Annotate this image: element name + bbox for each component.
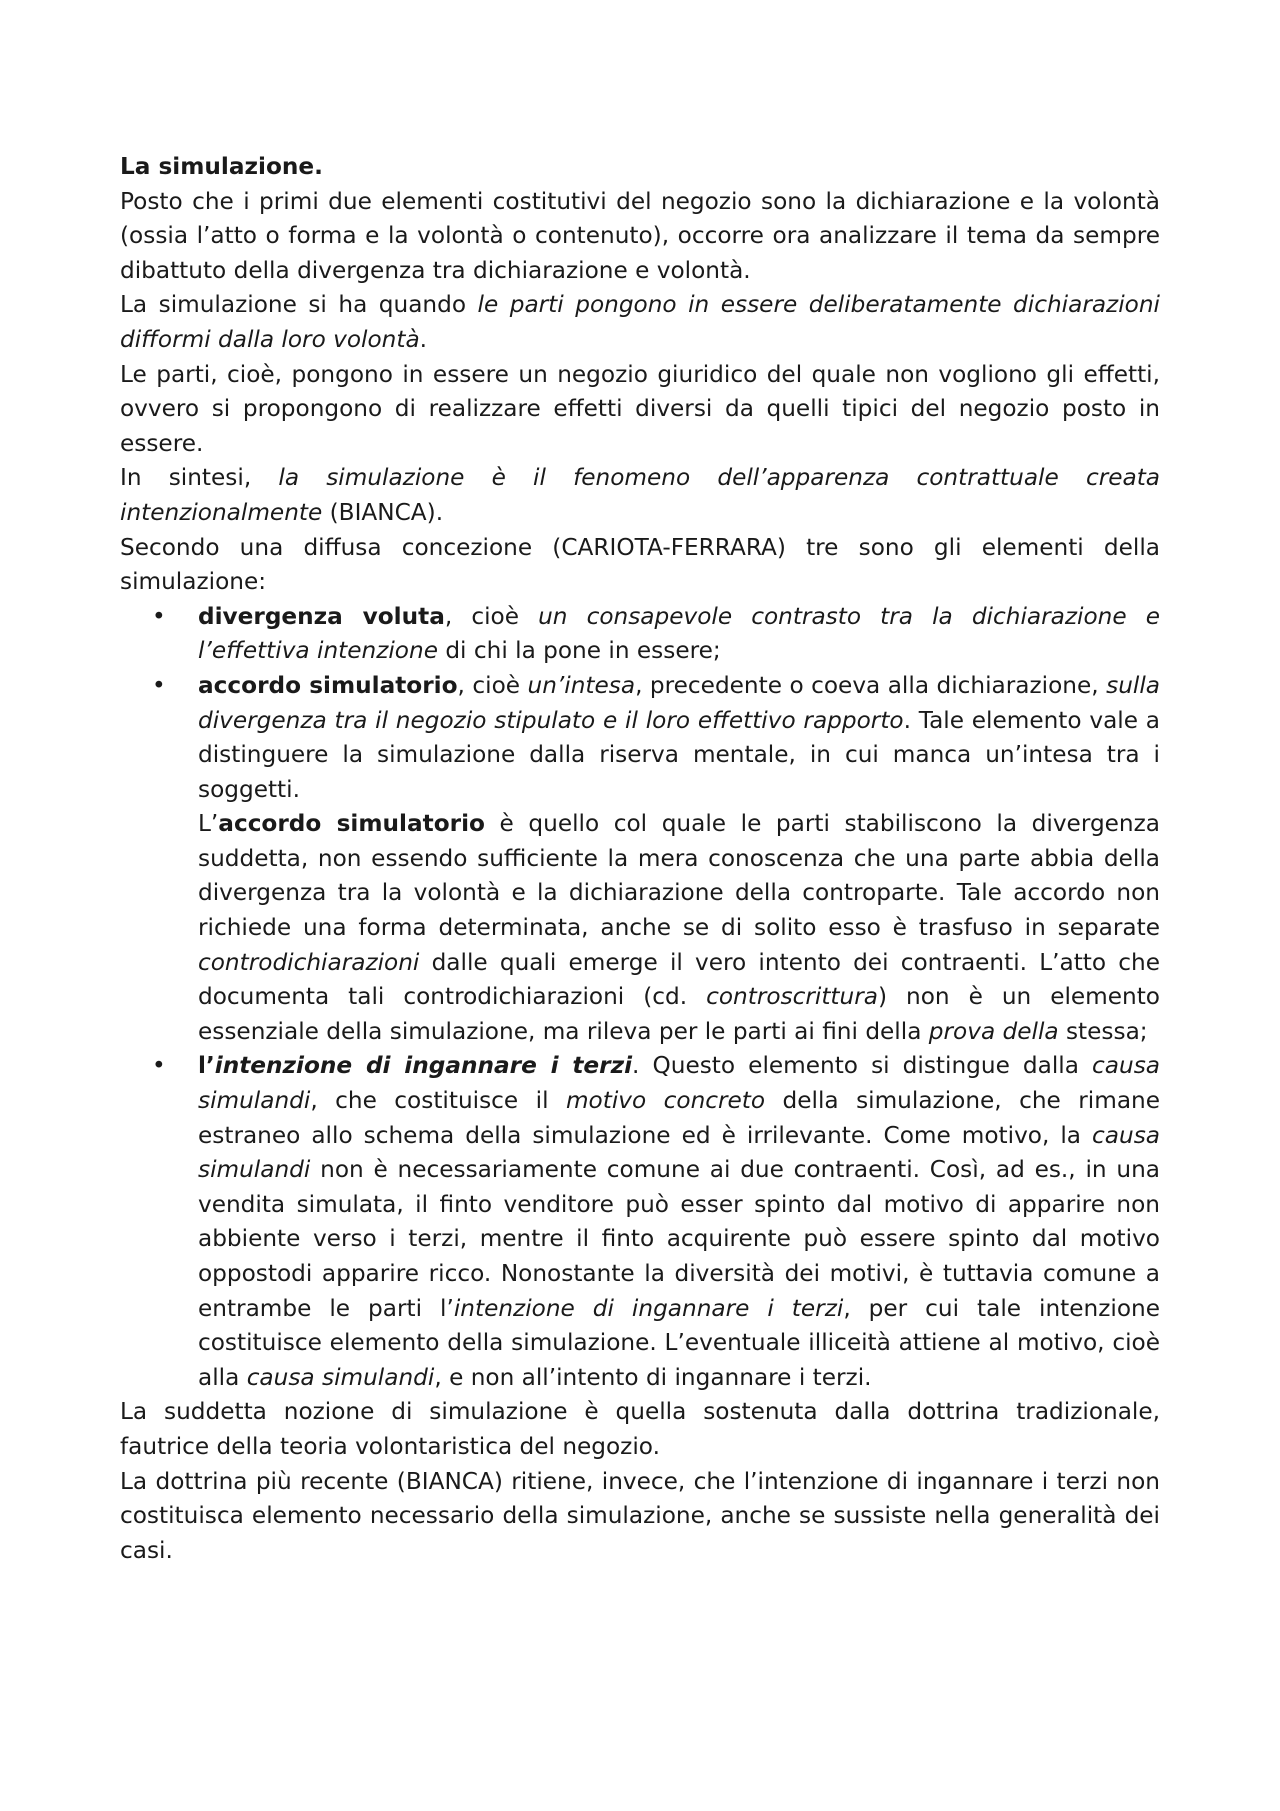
- text-run: . Tale elemento vale a distinguere la simulazione dalla riserva mentale, in cui manca un’intesa tra i soggetti.: [198, 706, 1160, 803]
- list-item-accordo-detail: [198, 807, 1160, 1049]
- italic-run: controscrittura: [706, 983, 878, 1011]
- bullet-icon: •: [152, 671, 166, 699]
- bold-run: l’: [198, 1052, 215, 1080]
- italic-run: controdichiarazioni: [198, 948, 420, 976]
- text-run: non è necessariamente comune ai due contraenti. Così, ad es., in una vendita simulata, il finto venditore può esser spinto dal motivo di apparire non abbiente verso i terzi, mentre il finto acquirente può essere spinto dal motivo oppostodi apparire ricco. Nonostante la diversità dei motivi, è tuttavia comune a entrambe le parti l’: [198, 1156, 1160, 1322]
- text-run: , cioè: [457, 671, 528, 699]
- bold-run: divergenza voluta: [198, 602, 445, 630]
- document-body: [120, 150, 1160, 1568]
- text-run: di chi la pone in essere;: [437, 637, 721, 665]
- italic-run: causa simulandi: [198, 1052, 1160, 1115]
- paragraph-traditional: La suddetta nozione di simulazione è quella sostenuta dalla dottrina tradizionale, fautrice della teoria volontaristica del negozio.: [120, 1398, 1160, 1460]
- italic-run: un’intesa: [527, 671, 636, 699]
- italic-run: la simulazione è il fenomeno dell’apparenza contrattuale creata intenzionalmente: [120, 464, 1161, 526]
- list-item-accordo: [152, 669, 1160, 1050]
- paragraph-definition: [120, 288, 1160, 357]
- italic-run: prova della: [928, 1017, 1059, 1045]
- text-run: .: [419, 325, 428, 353]
- text-run: , e non all’intento di ingannare i terzi.: [434, 1363, 872, 1391]
- bullet-icon: •: [152, 1052, 166, 1080]
- text-run: La simulazione si ha quando: [120, 291, 478, 319]
- paragraph-intro: Posto che i primi due elementi costitutivi del negozio sono la dichiarazione e la volontà (ossia l’atto o forma e la volontà o contenuto), occorre ora analizzare il tema da sempre dibattuto della divergenza tra dichiarazione e volontà.: [120, 187, 1160, 284]
- text-run: , per cui tale intenzione costituisce elemento della simulazione. L’eventuale illiceità attiene al motivo, cioè alla: [198, 1294, 1160, 1391]
- paragraph-effects: Le parti, cioè, pongono in essere un negozio giuridico del quale non vogliono gli effetti, ovvero si propongono di realizzare effetti diversi da quelli tipici del negozio posto in essere.: [120, 360, 1160, 457]
- text-run: ) non è un elemento essenziale della simulazione, ma rileva per le parti ai fini della: [198, 983, 1160, 1045]
- italic-run: motivo concreto: [565, 1087, 766, 1115]
- bullet-icon: •: [152, 602, 166, 630]
- italic-run: sulla divergenza tra il negozio stipulato e il loro effettivo rapporto: [198, 671, 1160, 734]
- list-item-intenzione: [152, 1049, 1160, 1395]
- text-run: è quello col quale le parti stabiliscono la divergenza suddetta, non essendo sufficiente la mera conoscenza che una parte abbia della divergenza tra la volontà e la dichiarazione della controparte. Tale accordo non richiede una forma determinata, anche se di solito esso è trasfuso in separate: [198, 810, 1160, 942]
- list-item-divergenza: [152, 600, 1160, 669]
- paragraph-summary: [120, 461, 1160, 530]
- italic-run: le parti pongono in essere deliberatamente dichiarazioni difformi dalla loro volontà: [120, 291, 1160, 353]
- text-run: . Questo elemento si distingue dalla: [632, 1052, 1093, 1080]
- italic-run: intenzione di ingannare i terzi: [453, 1294, 844, 1322]
- paragraph-elements-intro: Secondo una diffusa concezione (CARIOTA-FERRARA) tre sono gli elementi della simulazione:: [120, 533, 1160, 596]
- italic-run: intenzione di ingannare i terzi: [214, 1052, 633, 1080]
- bold-run: accordo simulatorio: [218, 810, 485, 838]
- text-run: (BIANCA).: [322, 498, 444, 526]
- text-run: L’: [198, 810, 219, 838]
- text-run: , precedente o coeva alla dichiarazione,: [635, 671, 1107, 699]
- text-run: , cioè: [444, 602, 539, 630]
- text-run: della simulazione, che rimane estraneo allo schema della simulazione ed è irrilevante. Come motivo, la: [198, 1087, 1160, 1149]
- italic-run: causa simulandi: [246, 1363, 435, 1391]
- text-run: stessa;: [1058, 1017, 1148, 1045]
- section-title: La simulazione.: [120, 153, 323, 180]
- bold-run: accordo simulatorio: [198, 671, 458, 699]
- bold-italic-run: [215, 1052, 632, 1079]
- text-run: In sintesi,: [120, 464, 279, 492]
- text-run: , che costituisce il: [310, 1087, 566, 1115]
- paragraph-recent: La dottrina più recente (BIANCA) ritiene, invece, che l’intenzione di ingannare i terzi non costituisca elemento necessario della simulazione, anche se sussiste nella generalità dei casi.: [120, 1467, 1160, 1564]
- text-run: dalle quali emerge il vero intento dei contraenti. L’atto che documenta tali controdichiarazioni (cd.: [198, 948, 1160, 1011]
- italic-run: un consapevole contrasto tra la dichiarazione e l’effettiva intenzione: [198, 602, 1160, 665]
- italic-run: causa simulandi: [198, 1121, 1160, 1184]
- elements-list: [120, 600, 1160, 1396]
